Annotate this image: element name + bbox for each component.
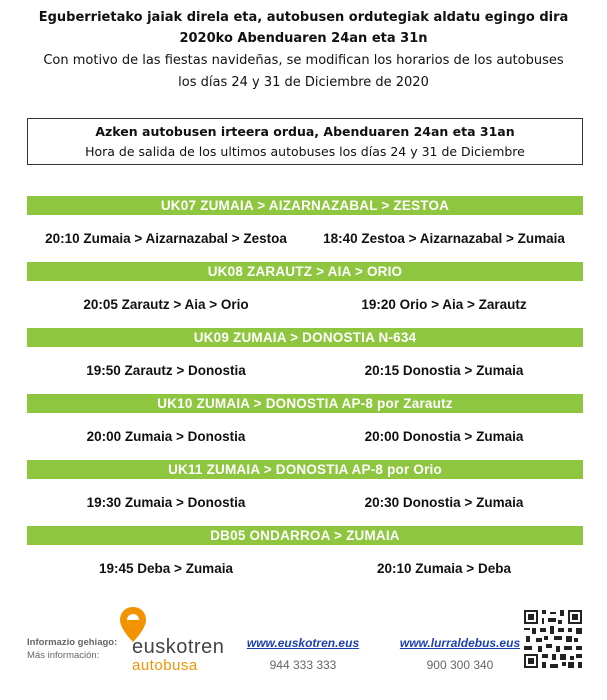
more-info-es: Más información:: [27, 650, 100, 661]
euskotren-phone: 944 333 333: [269, 658, 337, 672]
route-list: [27, 196, 583, 592]
departure-return: 20:30 Donostia > Zumaia: [364, 495, 524, 510]
qr-code-icon: [524, 610, 582, 668]
euskotren-link[interactable]: www.euskotren.eus: [246, 636, 360, 650]
header-date-eu: 2020ko Abenduaren 24an eta 31n: [179, 31, 428, 46]
logo-brand-text: euskotren: [132, 636, 225, 658]
departure-return: 19:20 Orio > Aia > Zarautz: [361, 297, 527, 312]
route-header: UK07 ZUMAIA > AIZARNAZABAL > ZESTOA: [27, 196, 583, 215]
last-departure-notice: [27, 118, 583, 165]
more-info-label: [27, 636, 117, 662]
departure-outbound: 20:05 Zarautz > Aia > Orio: [83, 297, 249, 312]
lurraldebus-link[interactable]: www.lurraldebus.eus: [399, 636, 521, 650]
route-uk08: [27, 262, 583, 328]
departure-return: 20:00 Donostia > Zumaia: [364, 429, 524, 444]
contact-euskotren: [236, 636, 370, 672]
header-title-es: Con motivo de las fiestas navideñas, se modifican los horarios de los autobuses: [43, 53, 564, 68]
route-header: UK10 ZUMAIA > DONOSTIA AP-8 por Zarautz: [27, 394, 583, 413]
departure-outbound: 19:50 Zarautz > Donostia: [86, 363, 246, 378]
contact-lurraldebus: [392, 636, 528, 672]
route-header: DB05 ONDARROA > ZUMAIA: [27, 526, 583, 545]
header-date-es: los días 24 y 31 de Diciembre de 2020: [178, 75, 429, 90]
departure-return: 20:10 Zumaia > Deba: [377, 561, 511, 576]
departure-outbound: 19:30 Zumaia > Donostia: [86, 495, 246, 510]
logo-sub-text: autobusa: [132, 657, 198, 674]
lurraldebus-phone: 900 300 340: [426, 658, 494, 672]
notice-title: Azken autobusen irteera ordua, Abenduaren 24an eta 31an: [95, 124, 515, 139]
route-header: UK08 ZARAUTZ > AIA > ORIO: [27, 262, 583, 281]
route-header: UK11 ZUMAIA > DONOSTIA AP-8 por Orio: [27, 460, 583, 479]
departure-outbound: 20:00 Zumaia > Donostia: [86, 429, 246, 444]
route-uk10: [27, 394, 583, 460]
departure-return: 20:15 Donostia > Zumaia: [364, 363, 524, 378]
route-uk09: [27, 328, 583, 394]
footer: [0, 600, 607, 700]
route-header: UK09 ZUMAIA > DONOSTIA N-634: [27, 328, 583, 347]
notice-subtitle: Hora de salida de los ultimos autobuses los días 24 y 31 de Diciembre: [85, 144, 525, 159]
more-info-eu: Informazio gehiago:: [27, 637, 118, 648]
route-db05: [27, 526, 583, 592]
header: [0, 8, 607, 94]
header-title-eu: Eguberrietako jaiak direla eta, autobusen ordutegiak aldatu egingo dira: [38, 10, 569, 25]
route-uk07: [27, 196, 583, 262]
departure-return: 18:40 Zestoa > Aizarnazabal > Zumaia: [323, 231, 565, 246]
departure-outbound: 19:45 Deba > Zumaia: [99, 561, 233, 576]
route-uk11: [27, 460, 583, 526]
departure-outbound: 20:10 Zumaia > Aizarnazabal > Zestoa: [45, 231, 287, 246]
